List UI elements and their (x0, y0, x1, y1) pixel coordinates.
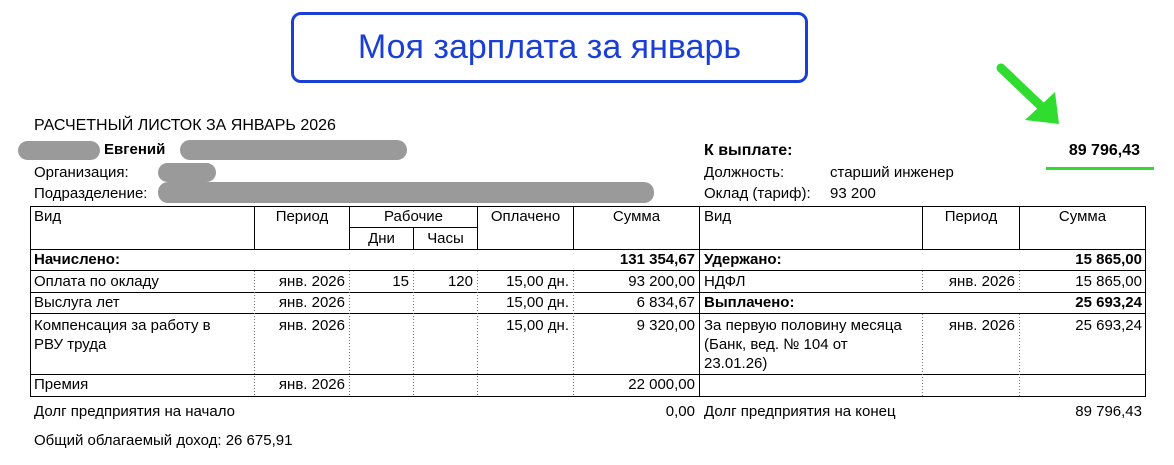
employee-first-name: Евгений (104, 141, 166, 158)
header-paid: Оплачено (490, 208, 561, 225)
row3-paid: 15,00 дн. (506, 317, 569, 334)
debt-start-label: Долг предприятия на начало (34, 403, 235, 420)
position-value: старший инженер (830, 164, 954, 181)
row2-kind: Выслуга лет (34, 294, 120, 311)
position-label: Должность: (704, 164, 785, 181)
row2-paid: 15,00 дн. (506, 294, 569, 311)
advance-period: янв. 2026 (948, 317, 1015, 334)
sheet-title: РАСЧЕТНЫЙ ЛИСТОК ЗА ЯНВАРЬ 2026 (34, 117, 336, 134)
header-days: Дни (368, 230, 395, 247)
ndfl-period: янв. 2026 (948, 273, 1015, 290)
taxable-income: Общий облагаемый доход: 26 675,91 (34, 432, 293, 449)
redacted-dept (158, 182, 654, 203)
redacted-patronymic (180, 140, 407, 160)
ndfl-sum: 15 865,00 (1075, 273, 1142, 290)
redacted-surname (18, 141, 100, 160)
row1-sum: 93 200,00 (628, 273, 695, 290)
row3-sum: 9 320,00 (636, 317, 695, 334)
advance-line1: За первую половину месяца (704, 317, 902, 334)
right-header-kind: Вид (704, 208, 732, 225)
row1-hours: 120 (447, 273, 473, 290)
row4-period: янв. 2026 (278, 376, 345, 393)
debt-end-value: 89 796,43 (1075, 403, 1142, 420)
row3-period: янв. 2026 (278, 317, 345, 334)
row2-period: янв. 2026 (278, 294, 345, 311)
header-work: Рабочие (384, 208, 443, 225)
right-header-period: Период (944, 208, 998, 225)
advance-line2: (Банк, вед. № 104 от (704, 336, 848, 353)
withheld-label: Удержано: (704, 251, 782, 268)
pay-underline (1046, 167, 1154, 170)
header-sum: Сумма (612, 208, 661, 225)
pay-value: 89 796,43 (1068, 142, 1140, 159)
green-arrow-icon (995, 62, 1065, 132)
row4-sum: 22 000,00 (628, 376, 695, 393)
row3-kind-line1: Компенсация за работу в (34, 317, 211, 334)
accrued-total: 131 354,67 (619, 251, 695, 268)
advance-line3: 23.01.26) (704, 355, 768, 372)
banner-title: Моя зарплата за январь (291, 12, 808, 83)
debt-end-label: Долг предприятия на конец (704, 403, 896, 420)
withheld-total: 15 865,00 (1075, 251, 1142, 268)
header-period: Период (275, 208, 329, 225)
row1-paid: 15,00 дн. (506, 273, 569, 290)
ndfl-label: НДФЛ (704, 273, 746, 290)
debt-start-value: 0,00 (665, 403, 695, 420)
dept-label: Подразделение: (34, 185, 148, 202)
right-header-sum: Сумма (1058, 208, 1107, 225)
paid-label: Выплачено: (704, 294, 795, 311)
paid-total: 25 693,24 (1075, 294, 1142, 311)
redacted-org (158, 163, 216, 182)
header-kind: Вид (34, 208, 62, 225)
accrued-label: Начислено: (34, 251, 120, 268)
org-label: Организация: (34, 164, 129, 181)
row1-kind: Оплата по окладу (34, 273, 159, 290)
salary-label: Оклад (тариф): (704, 185, 811, 202)
pay-label: К выплате: (704, 142, 793, 159)
advance-sum: 25 693,24 (1075, 317, 1142, 334)
row1-days: 15 (392, 273, 409, 290)
salary-value: 93 200 (830, 185, 876, 202)
row2-sum: 6 834,67 (636, 294, 695, 311)
row4-kind: Премия (34, 376, 89, 393)
header-hours: Часы (427, 230, 464, 247)
row1-period: янв. 2026 (278, 273, 345, 290)
row3-kind-line2: РВУ труда (34, 336, 107, 353)
